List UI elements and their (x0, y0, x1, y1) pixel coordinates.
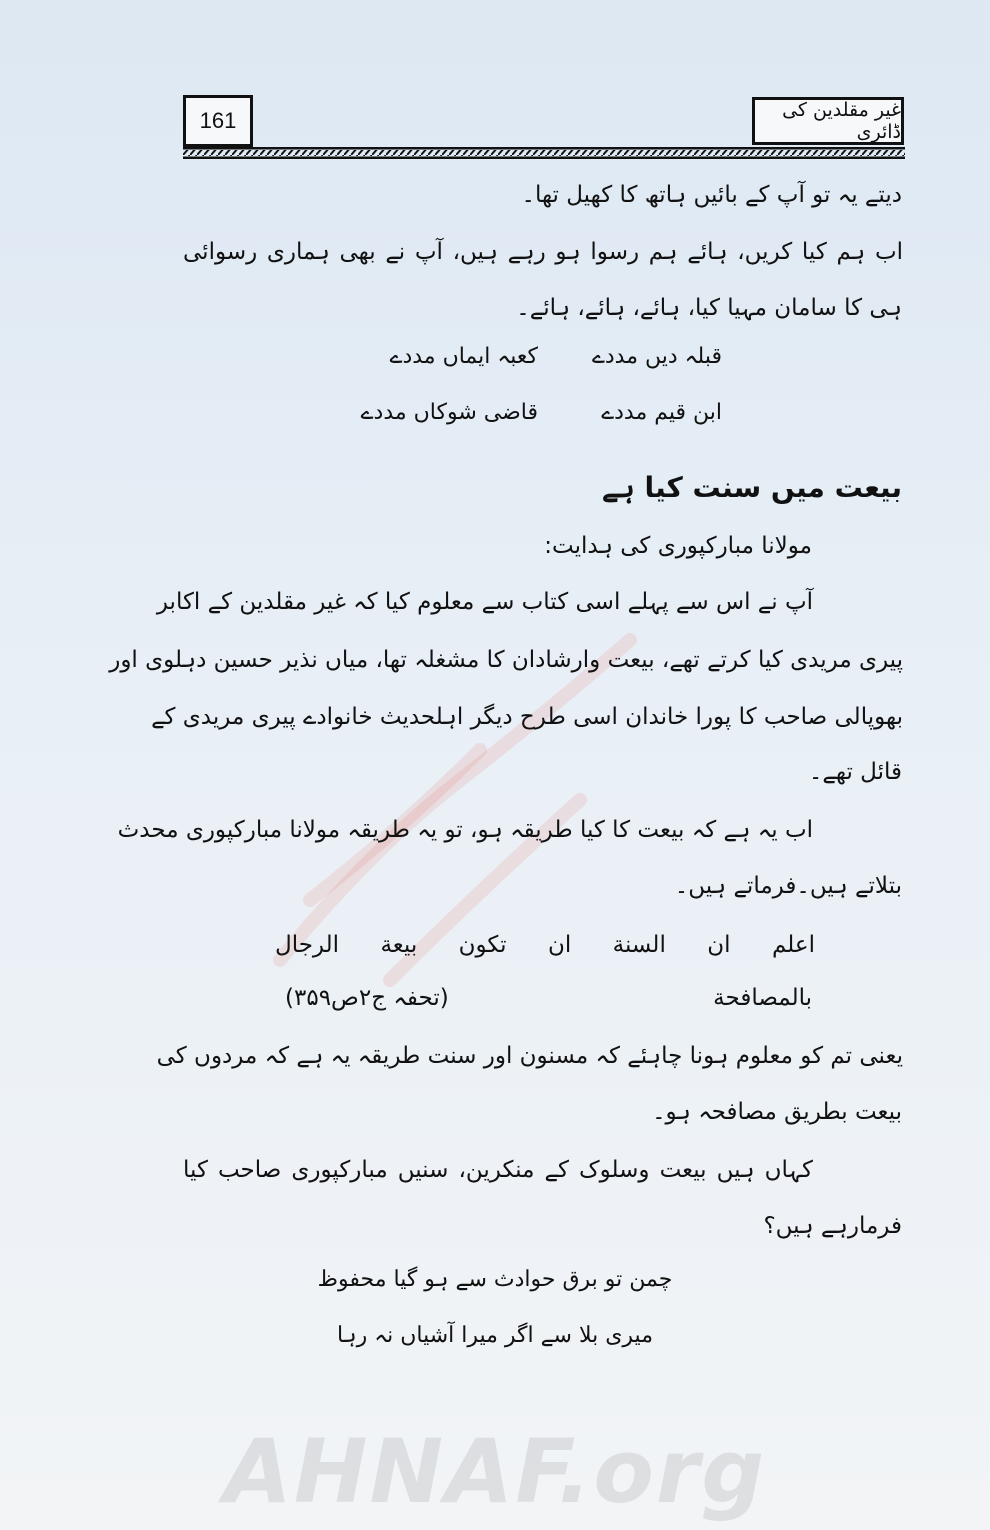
verse-segment: کعبہ ایماں مددے (389, 344, 538, 369)
arabic-quote: بالمصافحة (713, 985, 812, 1011)
page-number: 161 (183, 95, 253, 147)
paragraph-line: بتلاتے ہیں۔فرماتے ہیں۔ (674, 873, 902, 899)
reference: (تحفہ ج۲ص۳۵۹) (285, 985, 449, 1011)
paragraph-line: کہاں ہیں بیعت وسلوک کے منکرین، سنیں مبارکپوری صاحب کیا (183, 1157, 813, 1183)
paragraph-line: ہی کا سامان مہیا کیا، ہائے، ہائے، ہائے۔ (516, 295, 902, 321)
paragraph-line: اب یہ ہے کہ بیعت کا کیا طریقہ ہو، تو یہ طریقہ مولانا مبارکپوری محدث (117, 817, 813, 843)
couplet-line: چمن تو برق حوادث سے ہو گیا محفوظ (317, 1267, 673, 1292)
arabic-quote: اعلم ان السنة ان تكون بيعة الرجال (275, 932, 815, 958)
paragraph-line: بھوپالی صاحب کا پورا خاندان اسی طرح دیگر اہلحدیث خانوادے پیری مریدی کے (151, 704, 903, 730)
paragraph-line: پیری مریدی کیا کرتے تھے، بیعت وارشادان کا مشغلہ تھا، میاں نذیر حسین دہلوی اور (109, 647, 903, 673)
paragraph-line: فرمارہے ہیں؟ (763, 1213, 902, 1239)
header-rule (183, 147, 905, 159)
verse-segment: ابن قیم مددے (601, 400, 722, 425)
paragraph-line: قائل تھے۔ (808, 759, 902, 785)
section-heading: بیعت میں سنت کیا ہے (602, 471, 902, 504)
couplet-line: میری بلا سے اگر میرا آشیاں نہ رہا (337, 1323, 653, 1348)
paragraph-line: بیعت بطریق مصافحہ ہو۔ (652, 1099, 902, 1125)
subheading: مولانا مبارکپوری کی ہدایت: (544, 533, 812, 559)
book-title: غیر مقلدین کی ڈائری (752, 97, 904, 145)
paragraph-line: یعنی تم کو معلوم ہونا چاہئے کہ مسنون اور سنت طریقہ یہ ہے کہ مردوں کی (156, 1043, 903, 1069)
verse-segment: قاضی شوکاں مددے (360, 400, 538, 425)
paragraph-line: آپ نے اس سے پہلے اسی کتاب سے معلوم کیا کہ غیر مقلدین کے اکابر (156, 589, 813, 615)
watermark: AHNAF.org (223, 1420, 767, 1523)
verse-segment: قبلہ دیں مددے (591, 344, 722, 369)
paragraph-line: اب ہم کیا کریں، ہائے ہم رسوا ہو رہے ہیں، آپ نے بھی ہماری رسوائی (183, 239, 903, 265)
paragraph-line: دیتے یہ تو آپ کے بائیں ہاتھ کا کھیل تھا۔ (521, 182, 902, 208)
